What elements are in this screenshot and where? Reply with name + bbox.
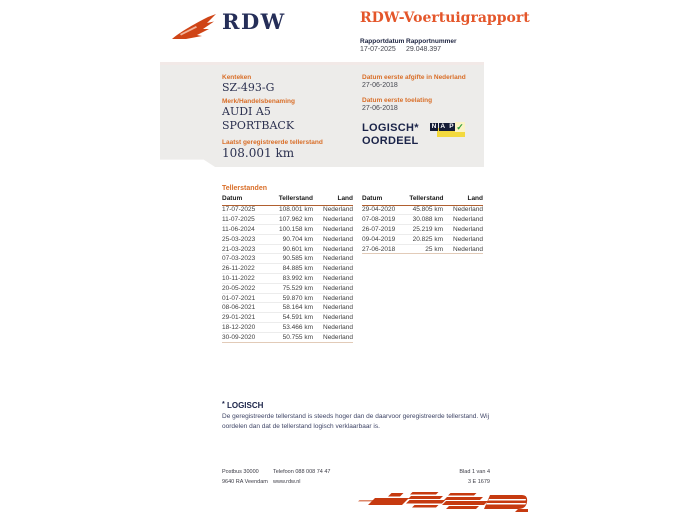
tellerstanden-title: Tellerstanden (222, 185, 267, 192)
column-header-tellerstand: Tellerstand (409, 195, 444, 202)
table-row (222, 333, 353, 343)
table-cell: 21-03-2023 (222, 245, 256, 253)
eerste-toelating-label: Datum eerste toelating (362, 97, 433, 104)
column-header-datum: Datum (362, 195, 383, 202)
column-header-land: Land (467, 195, 483, 202)
nap-letter-n: N (431, 123, 437, 130)
speed-lines-graphic-icon (358, 489, 528, 514)
table-cell: Nederland (453, 245, 483, 253)
nap-letter-p: P (449, 123, 454, 130)
table-cell: 10-11-2022 (222, 274, 255, 282)
nap-logo (430, 122, 466, 139)
laatste-tellerstand-value: 108.001 km (222, 146, 295, 160)
footer-address (222, 467, 268, 487)
table-cell: 11-06-2024 (222, 225, 255, 233)
report-date-value: 17-07-2025 (360, 46, 396, 53)
table-cell: 83.992 km (282, 274, 313, 282)
table-cell: 108.001 km (279, 206, 313, 214)
table-cell: Nederland (323, 284, 353, 292)
table-row (362, 235, 483, 245)
footer-address-line2: 9640 RA Veendam (222, 479, 268, 485)
kenteken-label: Kenteken (222, 74, 252, 81)
column-header-land: Land (337, 195, 353, 202)
table-cell: Nederland (453, 216, 483, 224)
nap-letter-a: A (440, 123, 446, 130)
table-cell: Nederland (453, 235, 483, 243)
table-row (222, 245, 353, 255)
rdw-wordmark: RDW (222, 9, 286, 34)
table-cell: Nederland (323, 255, 353, 263)
table-row (222, 294, 353, 304)
table-cell: 26-07-2019 (362, 225, 396, 233)
table-cell: 90.585 km (282, 255, 313, 263)
table-row (222, 264, 353, 274)
oordeel-line1: LOGISCH* (362, 122, 419, 134)
footnote-body: De geregistreerde tellerstand is steeds hoger dan de daarvoor geregistreerde tellerstand. Wij oordelen dan dat de tellerstand logisch verklaarbaar is. (222, 413, 490, 430)
table-cell: Nederland (323, 294, 353, 302)
table-cell: 29-01-2021 (222, 314, 256, 322)
table-cell: 08-06-2021 (222, 304, 256, 312)
table-cell: Nederland (323, 333, 353, 341)
table-cell: 09-04-2019 (362, 235, 396, 243)
table-cell: 25-03-2023 (222, 235, 256, 243)
table-header (362, 195, 483, 206)
table-cell: Nederland (453, 206, 483, 214)
table-cell: 100.158 km (279, 225, 313, 233)
laatste-tellerstand-label: Laatst geregistreerde tellerstand (222, 139, 323, 146)
footnote-title-text: LOGISCH (226, 401, 264, 410)
table-cell: 54.591 km (282, 314, 313, 322)
report-date-label: Rapportdatum (360, 38, 405, 45)
eerste-afgifte-value: 27-06-2018 (362, 82, 398, 89)
report-number-value: 29.048.397 (406, 46, 442, 53)
table-cell: 59.870 km (282, 294, 313, 302)
tellerstanden-table-left (222, 195, 353, 343)
table-row (222, 225, 353, 235)
kenteken-value: SZ-493-G (222, 81, 275, 94)
table-cell: 30-09-2020 (222, 333, 256, 341)
table-cell: Nederland (323, 235, 353, 243)
footer-form-code: 3 E 1679 (467, 479, 490, 485)
table-cell: 20.825 km (412, 235, 443, 243)
table-cell: Nederland (323, 225, 353, 233)
table-row (222, 323, 353, 333)
table-row (222, 303, 353, 313)
table-cell: 50.755 km (282, 333, 313, 341)
table-body (362, 206, 483, 255)
footer-page-number: Blad 1 van 4 (459, 469, 490, 475)
table-row (222, 254, 353, 264)
footer-website[interactable]: www.rdw.nl (273, 479, 301, 485)
merk-line2: SPORTBACK (222, 119, 295, 132)
table-cell: 75.529 km (282, 284, 313, 292)
table-body (222, 206, 353, 343)
column-header-datum: Datum (222, 195, 243, 202)
table-cell: Nederland (323, 314, 353, 322)
tellerstanden-table-right (362, 195, 483, 254)
table-cell: 58.164 km (282, 304, 313, 312)
table-cell: 27-06-2018 (362, 245, 396, 253)
table-cell: Nederland (323, 245, 353, 253)
report-number-label: Rapportnummer (406, 38, 457, 45)
table-cell: 07-08-2019 (362, 216, 396, 224)
table-cell: 25.219 km (412, 225, 443, 233)
table-cell: 01-07-2021 (222, 294, 256, 302)
table-cell: 17-07-2025 (222, 206, 256, 214)
table-cell: 20-05-2022 (222, 284, 256, 292)
table-cell: 45.805 km (412, 206, 443, 214)
table-row (222, 313, 353, 323)
table-row (222, 274, 353, 284)
eerste-afgifte-label: Datum eerste afgifte in Nederland (362, 74, 466, 81)
footer-page-info (459, 467, 490, 487)
table-row (362, 206, 483, 216)
table-cell: 107.962 km (279, 216, 313, 224)
eerste-toelating-value: 27-06-2018 (362, 105, 398, 112)
table-cell: 53.466 km (282, 323, 313, 331)
rdw-logo-icon (170, 12, 218, 42)
merk-line1: AUDI A5 (222, 105, 271, 118)
table-cell: Nederland (323, 216, 353, 224)
table-row (362, 245, 483, 255)
table-header (222, 195, 353, 206)
check-icon: ✓ (456, 122, 464, 132)
table-cell: 18-12-2020 (222, 323, 256, 331)
table-row (222, 284, 353, 294)
vehicle-box-top-accent (160, 62, 484, 65)
table-row (222, 215, 353, 225)
table-cell: Nederland (323, 206, 353, 214)
table-cell: 90.601 km (282, 245, 313, 253)
table-row (362, 215, 483, 225)
table-row (222, 235, 353, 245)
table-row (222, 206, 353, 216)
table-cell: Nederland (323, 265, 353, 273)
table-cell: 07-03-2023 (222, 255, 256, 263)
page-title: RDW-Voertuigrapport (360, 10, 530, 26)
footer-address-line1: Postbus 30000 (222, 469, 259, 475)
column-header-tellerstand: Tellerstand (278, 195, 313, 202)
table-cell: 11-07-2025 (222, 216, 255, 224)
table-cell: 25 km (425, 245, 443, 253)
table-cell: 30.088 km (412, 216, 443, 224)
footer-phone: Telefoon 088 008 74 47 (273, 469, 331, 475)
footnote-title (222, 401, 263, 410)
table-cell: Nederland (323, 304, 353, 312)
footnote-asterisk: * (222, 401, 225, 408)
table-cell: 84.885 km (282, 265, 313, 273)
table-cell: 26-11-2022 (222, 265, 255, 273)
table-cell: 90.704 km (282, 235, 313, 243)
table-cell: Nederland (323, 274, 353, 282)
merk-label: Merk/Handelsbenaming (222, 98, 295, 105)
oordeel-line2: OORDEEL (362, 135, 419, 147)
footer-contact (273, 467, 331, 487)
table-cell: Nederland (453, 225, 483, 233)
table-cell: Nederland (323, 323, 353, 331)
table-cell: 29-04-2020 (362, 206, 396, 214)
table-row (362, 225, 483, 235)
